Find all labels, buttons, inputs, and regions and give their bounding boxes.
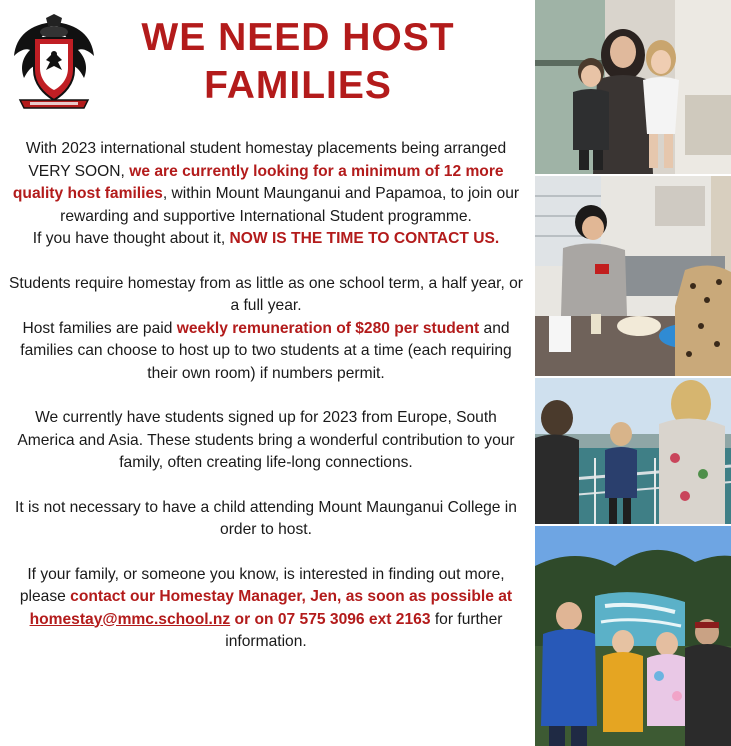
- intro-text: With 2023 international student homestay placements being arranged VERY SOON,: [25, 140, 507, 180]
- photo-column: [535, 0, 731, 746]
- intro-text-end: , within Mount Maunganui and Papamoa, to join our rewarding and supportive International Student programme.: [60, 185, 520, 225]
- remuneration-highlight: weekly remuneration of $280 per student: [176, 319, 480, 337]
- school-crest-icon: [10, 14, 98, 114]
- contact-highlight: contact our Homestay Manager, Jen, as soon as possible at: [70, 588, 513, 605]
- photo-host-family-indoors: [535, 0, 731, 174]
- remuneration-text-end: and families can choose to host up to two students at a time (each requiring their own room) if numbers permit.: [20, 319, 512, 382]
- paragraph-no-child-needed: It is not necessary to have a child attending Mount Maunganui College in order to host.: [15, 498, 517, 538]
- contact-text-end: for further information.: [225, 610, 503, 650]
- paragraph-intro: [8, 138, 524, 228]
- page-title: WE NEED HOST FAMILIES: [141, 16, 455, 107]
- cta-highlight: NOW IS THE TIME TO CONTACT US.: [229, 230, 500, 247]
- paragraph-students-origin: We currently have students signed up for 2023 from Europe, South America and Asia. These students bring a wonderful contribution to your family, often creating life-long connections.: [17, 409, 515, 471]
- intro-highlight: we are currently looking for a minimum of 12 more quality host families: [12, 162, 504, 202]
- contact-or: or on: [230, 610, 278, 628]
- photo-kitchen-cooking: [535, 176, 731, 376]
- phone-number: 07 575 3096 ext 2163: [277, 610, 431, 628]
- contact-text: If your family, or someone you know, is interested in finding out more, please: [19, 565, 505, 605]
- paragraph-duration: Students require homestay from as little as one school term, a half year, or a full year.: [9, 274, 523, 314]
- paragraph-remuneration: [8, 318, 524, 386]
- paragraph-contact: [8, 564, 524, 654]
- email-link[interactable]: homestay@mmc.school.nz: [29, 610, 231, 628]
- remuneration-text: Host families are paid: [22, 319, 177, 337]
- photo-ferry-trip: [535, 378, 731, 524]
- cta-text: If you have thought about it,: [32, 230, 230, 247]
- photo-waterfall-group: [535, 526, 731, 746]
- flyer-body: [8, 138, 524, 654]
- paragraph-call-to-action: [8, 228, 524, 251]
